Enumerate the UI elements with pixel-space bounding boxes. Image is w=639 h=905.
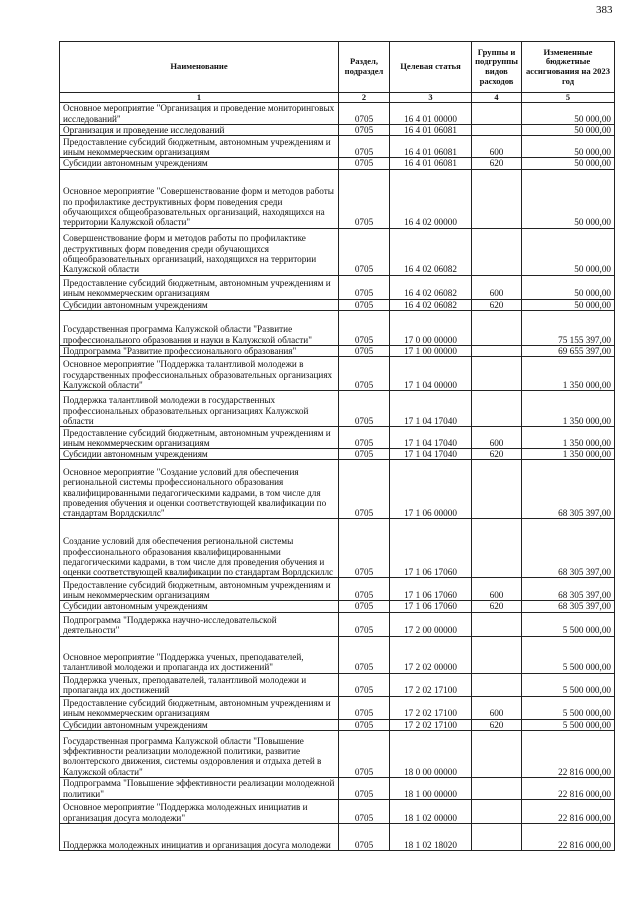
row-group	[472, 824, 522, 851]
row-section: 0705	[339, 357, 390, 391]
row-target: 16 4 01 06081	[390, 136, 472, 158]
row-group: 620	[472, 158, 522, 169]
row-group	[472, 460, 522, 519]
table-row	[60, 391, 615, 427]
row-amount: 5 500 000,00	[522, 612, 615, 636]
row-target: 17 1 06 00000	[390, 460, 472, 519]
row-group	[472, 345, 522, 356]
header-target: Целевая статья	[390, 42, 472, 93]
row-section: 0705	[339, 158, 390, 169]
row-name: Поддержка молодежных инициатив и организация досуга молодежи	[60, 824, 339, 851]
row-target: 18 0 00 00000	[390, 731, 472, 778]
row-section: 0705	[339, 778, 390, 800]
row-group	[472, 169, 522, 228]
row-amount: 50 000,00	[522, 136, 615, 158]
row-amount: 22 816 000,00	[522, 731, 615, 778]
row-target: 17 0 00 00000	[390, 310, 472, 345]
table-row	[60, 449, 615, 460]
row-target: 17 1 00 00000	[390, 345, 472, 356]
row-name: Подпрограмма "Развитие профессионального образования"	[60, 345, 339, 356]
table-row	[60, 719, 615, 730]
row-section: 0705	[339, 228, 390, 275]
table-row	[60, 125, 615, 136]
row-target: 16 4 02 00000	[390, 169, 472, 228]
row-target: 16 4 02 06082	[390, 299, 472, 310]
row-group: 600	[472, 696, 522, 719]
row-target: 17 2 02 00000	[390, 636, 472, 673]
row-amount: 69 655 397,00	[522, 345, 615, 356]
row-name: Субсидии автономным учреждениям	[60, 719, 339, 730]
row-name: Создание условий для обеспечения региональной системы профессионального образования квалифицированными педагогическими кадрами, в том числе для проведения обучения и оценки соответствующей квалификации по стандартам Ворлдскиллс	[60, 519, 339, 578]
row-target: 17 1 06 17060	[390, 601, 472, 612]
row-amount: 1 350 000,00	[522, 391, 615, 427]
row-amount: 50 000,00	[522, 169, 615, 228]
row-target: 16 4 02 06082	[390, 228, 472, 275]
row-name: Предоставление субсидий бюджетным, автономным учреждениям и иным некоммерческим организациям	[60, 578, 339, 601]
row-section: 0705	[339, 103, 390, 125]
row-target: 18 1 00 00000	[390, 778, 472, 800]
row-section: 0705	[339, 696, 390, 719]
row-amount: 5 500 000,00	[522, 673, 615, 696]
table-row	[60, 357, 615, 391]
row-group	[472, 731, 522, 778]
row-target: 17 1 04 17040	[390, 449, 472, 460]
column-number: 4	[472, 93, 522, 103]
column-number: 2	[339, 93, 390, 103]
row-group: 620	[472, 449, 522, 460]
row-amount: 5 500 000,00	[522, 696, 615, 719]
row-name: Предоставление субсидий бюджетным, автономным учреждениям и иным некоммерческим организациям	[60, 696, 339, 719]
row-group: 600	[472, 275, 522, 299]
row-name: Подпрограмма "Поддержка научно-исследовательской деятельности"	[60, 612, 339, 636]
row-amount: 22 816 000,00	[522, 778, 615, 800]
row-name: Поддержка ученых, преподавателей, талантливой молодежи и пропаганда их достижений	[60, 673, 339, 696]
row-group	[472, 612, 522, 636]
row-amount: 68 305 397,00	[522, 601, 615, 612]
row-name: Субсидии автономным учреждениям	[60, 449, 339, 460]
row-section: 0705	[339, 612, 390, 636]
row-group: 620	[472, 601, 522, 612]
table-row	[60, 427, 615, 449]
row-section: 0705	[339, 519, 390, 578]
row-amount: 5 500 000,00	[522, 636, 615, 673]
row-name: Государственная программа Калужской области "Развитие профессионального образования и науки в Калужской области"	[60, 310, 339, 345]
row-name: Государственная программа Калужской области "Повышение эффективности реализации молодежной политики, развитие волонтерского движения, системы оздоровления и отдыха детей в Калужской области"	[60, 731, 339, 778]
column-number: 3	[390, 93, 472, 103]
row-group	[472, 636, 522, 673]
table-row	[60, 578, 615, 601]
table-row	[60, 636, 615, 673]
row-section: 0705	[339, 449, 390, 460]
row-target: 17 2 02 17100	[390, 696, 472, 719]
row-section: 0705	[339, 169, 390, 228]
budget-table	[59, 41, 615, 851]
row-group	[472, 800, 522, 824]
row-name: Основное мероприятие "Поддержка ученых, преподавателей, талантливой молодежи и пропаганда их достижений"	[60, 636, 339, 673]
table-row	[60, 601, 615, 612]
row-name: Субсидии автономным учреждениям	[60, 299, 339, 310]
row-amount: 50 000,00	[522, 103, 615, 125]
row-name: Организация и проведение исследований	[60, 125, 339, 136]
table-row	[60, 778, 615, 800]
row-name: Предоставление субсидий бюджетным, автономным учреждениям и иным некоммерческим организациям	[60, 427, 339, 449]
table-row	[60, 310, 615, 345]
column-number: 1	[60, 93, 339, 103]
row-section: 0705	[339, 731, 390, 778]
row-section: 0705	[339, 345, 390, 356]
table-row	[60, 228, 615, 275]
row-section: 0705	[339, 636, 390, 673]
row-name: Субсидии автономным учреждениям	[60, 601, 339, 612]
row-amount: 50 000,00	[522, 158, 615, 169]
row-name: Основное мероприятие "Организация и проведение мониторинговых исследований"	[60, 103, 339, 125]
row-name: Поддержка талантливой молодежи в государственных профессиональных образовательных организациях Калужской области	[60, 391, 339, 427]
row-name: Основное мероприятие "Создание условий для обеспечения региональной системы профессионального образования квалифицированными педагогическими кадрами, в том числе для проведения обучения и оценки соответствующей квалификации по стандартам Ворлдскиллс"	[60, 460, 339, 519]
row-target: 17 1 04 17040	[390, 391, 472, 427]
row-section: 0705	[339, 125, 390, 136]
row-amount: 50 000,00	[522, 228, 615, 275]
table-row	[60, 696, 615, 719]
row-name: Основное мероприятие "Совершенствование форм и методов работы по профилактике деструктивных форм поведения среди обучающихся общеобразовательных организаций, находящихся на территории Калужской области"	[60, 169, 339, 228]
table-row	[60, 169, 615, 228]
row-group: 600	[472, 578, 522, 601]
row-target: 17 1 04 00000	[390, 357, 472, 391]
header-section: Раздел, подраздел	[339, 42, 390, 93]
row-target: 17 2 02 17100	[390, 673, 472, 696]
page-number: 383	[596, 4, 613, 16]
row-amount: 50 000,00	[522, 125, 615, 136]
row-target: 17 1 06 17060	[390, 519, 472, 578]
table-row	[60, 460, 615, 519]
row-name: Субсидии автономным учреждениям	[60, 158, 339, 169]
row-name: Основное мероприятие "Поддержка талантливой молодежи в государственных профессиональных образовательных организациях Калужской области"	[60, 357, 339, 391]
row-amount: 68 305 397,00	[522, 578, 615, 601]
row-group	[472, 519, 522, 578]
row-section: 0705	[339, 578, 390, 601]
row-section: 0705	[339, 275, 390, 299]
row-target: 17 1 04 17040	[390, 427, 472, 449]
row-section: 0705	[339, 460, 390, 519]
row-amount: 1 350 000,00	[522, 449, 615, 460]
row-target: 16 4 02 06082	[390, 275, 472, 299]
row-section: 0705	[339, 601, 390, 612]
row-amount: 68 305 397,00	[522, 460, 615, 519]
row-section: 0705	[339, 800, 390, 824]
row-target: 16 4 01 06081	[390, 125, 472, 136]
row-target: 17 2 02 17100	[390, 719, 472, 730]
row-target: 17 2 00 00000	[390, 612, 472, 636]
column-numbers-row	[60, 93, 615, 103]
row-amount: 22 816 000,00	[522, 824, 615, 851]
row-section: 0705	[339, 824, 390, 851]
row-section: 0705	[339, 310, 390, 345]
row-name: Совершенствование форм и методов работы по профилактике деструктивных форм поведения среди обучающихся общеобразовательных организаций, находящихся на территории Калужской области	[60, 228, 339, 275]
row-section: 0705	[339, 719, 390, 730]
row-section: 0705	[339, 299, 390, 310]
row-amount: 22 816 000,00	[522, 800, 615, 824]
row-target: 16 4 01 06081	[390, 158, 472, 169]
table-row	[60, 299, 615, 310]
row-group	[472, 778, 522, 800]
table-row	[60, 275, 615, 299]
row-target: 16 4 01 00000	[390, 103, 472, 125]
row-name: Предоставление субсидий бюджетным, автономным учреждениям и иным некоммерческим организациям	[60, 275, 339, 299]
row-section: 0705	[339, 136, 390, 158]
row-group	[472, 673, 522, 696]
row-group: 600	[472, 427, 522, 449]
row-amount: 50 000,00	[522, 299, 615, 310]
row-group	[472, 310, 522, 345]
row-group: 620	[472, 299, 522, 310]
header-groups: Группы и подгруппы видов расходов	[472, 42, 522, 93]
row-name: Предоставление субсидий бюджетным, автономным учреждениям и иным некоммерческим организациям	[60, 136, 339, 158]
row-group	[472, 228, 522, 275]
table-row	[60, 731, 615, 778]
row-name: Подпрограмма "Повышение эффективности реализации молодежной политики"	[60, 778, 339, 800]
table-row	[60, 800, 615, 824]
row-group	[472, 391, 522, 427]
row-section: 0705	[339, 673, 390, 696]
table-row	[60, 103, 615, 125]
row-target: 18 1 02 18020	[390, 824, 472, 851]
header-row	[60, 42, 615, 93]
table-row	[60, 612, 615, 636]
row-name: Основное мероприятие "Поддержка молодежных инициатив и организация досуга молодежи"	[60, 800, 339, 824]
row-group	[472, 125, 522, 136]
row-target: 18 1 02 00000	[390, 800, 472, 824]
row-amount: 5 500 000,00	[522, 719, 615, 730]
row-target: 17 1 06 17060	[390, 578, 472, 601]
row-amount: 75 155 397,00	[522, 310, 615, 345]
row-group	[472, 103, 522, 125]
table-row	[60, 158, 615, 169]
header-name: Наименование	[60, 42, 339, 93]
row-amount: 1 350 000,00	[522, 357, 615, 391]
table-row	[60, 136, 615, 158]
row-amount: 50 000,00	[522, 275, 615, 299]
column-number: 5	[522, 93, 615, 103]
row-group: 620	[472, 719, 522, 730]
row-amount: 1 350 000,00	[522, 427, 615, 449]
table-row	[60, 673, 615, 696]
row-group	[472, 357, 522, 391]
row-group: 600	[472, 136, 522, 158]
table-row	[60, 824, 615, 851]
row-section: 0705	[339, 391, 390, 427]
header-amount: Измененные бюджетные ассигнования на 2023 год	[522, 42, 615, 93]
row-section: 0705	[339, 427, 390, 449]
table-row	[60, 345, 615, 356]
table-row	[60, 519, 615, 578]
row-amount: 68 305 397,00	[522, 519, 615, 578]
